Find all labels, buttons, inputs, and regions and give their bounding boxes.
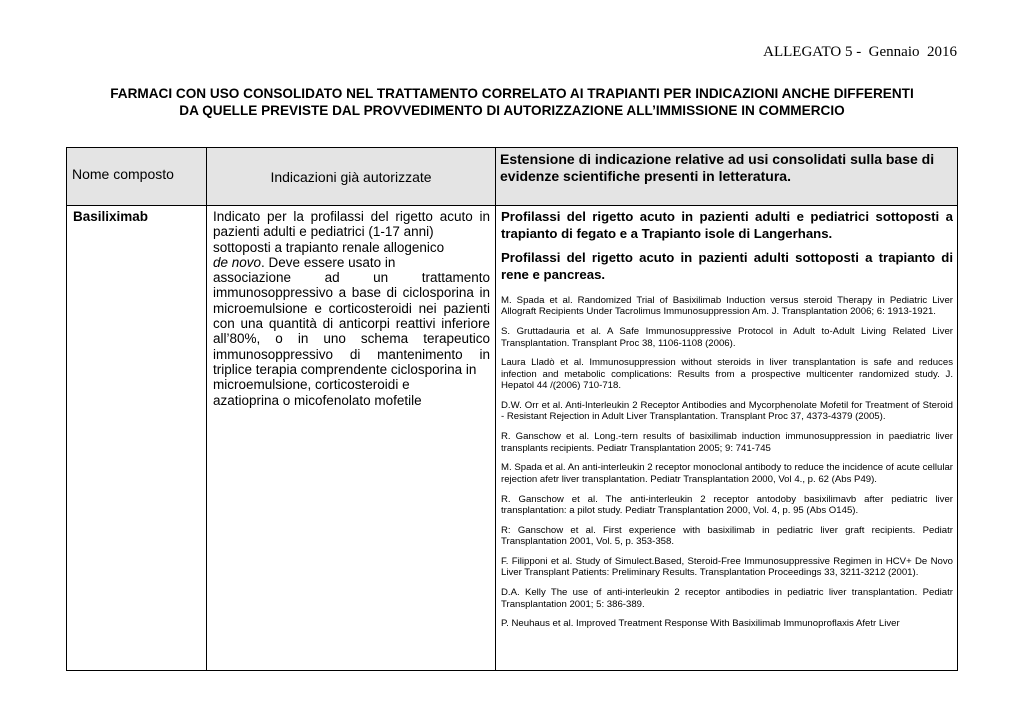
- reference-item: R. Ganschow et al. Long.-tern results of basixilimab induction immunosuppression in paediatric liver transplants recipients. Pediatr Transplantation 2005; 9: 741-745: [501, 431, 953, 454]
- title-line-1: FARMACI CON USO CONSOLIDATO NEL TRATTAMENTO CORRELATO AI TRAPIANTI PER INDICAZIONI ANCHE DIFFERENTI: [110, 86, 914, 101]
- indication-line: pazienti adulti e pediatrici (1-17 anni): [213, 224, 434, 240]
- indication-line: triplice terapia comprendente ciclosporina in: [213, 361, 477, 377]
- table-row: [67, 206, 958, 671]
- extension-content: [501, 209, 953, 668]
- allegato-label: ALLEGATO 5 - Gennaio 2016: [763, 44, 957, 60]
- reference-item: P. Neuhaus et al. Improved Treatment Response With Basixilimab Immunoproflaxis Afetr Liver: [501, 618, 900, 630]
- drug-name: Basiliximab: [67, 206, 207, 671]
- reference-item: S. Gruttadauria et al. A Safe Immunosuppressive Protocol in Adult to-Adult Living Related Liver Transplantation. Transplant Proc 38, 1106-1108 (2006).: [501, 326, 953, 349]
- reference-list: [501, 295, 953, 630]
- extension-cell: [496, 206, 958, 671]
- indication-line: con una quantità di anticorpi reattivi inferiore: [213, 316, 490, 332]
- reference-item: M. Spada et al. Randomized Trial of Basixilimab Induction versus steroid Therapy in Pediatric Liver Allograft Recipients Under Tacrolimus Immunosuppression Am. J. Transplantation 2006; 6: 1913-1921.: [501, 295, 953, 318]
- indication-line: azatioprina o micofenolato mofetile: [213, 392, 422, 408]
- title-line-2: DA QUELLE PREVISTE DAL PROVVEDIMENTO DI AUTORIZZAZIONE ALL’IMMISSIONE IN COMMERCIO: [179, 103, 845, 118]
- indication-text: . Deve essere usato in: [261, 254, 396, 270]
- table-header-row: [67, 148, 958, 206]
- indication-line: immunosoppressivo di mantenimento in: [213, 346, 490, 362]
- indication-line: immunosoppressivo a base di ciclosporina in: [213, 285, 490, 301]
- drug-table: [66, 147, 958, 671]
- reference-item: F. Filipponi et al. Study of Simulect.Based, Steroid-Free Immunosuppressive Regimen in HCV+ De Novo Liver Transplant Patients: Preliminary Results. Transplantation Proceedings 33, 3211-3212 (2001).: [501, 556, 953, 579]
- reference-item: D.W. Orr et al. Anti-Interleukin 2 Receptor Antibodies and Mycorphenolate Mofetil for Treatment of Steroid - Resistant Rejection in Adult Liver Transplantation. Transplant Proc 37, 4373-4379 (2005).: [501, 400, 953, 423]
- reference-item: M. Spada et al. An anti-interleukin 2 receptor monoclonal antibody to reduce the incidence of acute cellular rejection afetr liver transplantation. Pediatr Transplantation 2000, Vol 4., p. 62 (Abs P49).: [501, 462, 953, 485]
- indication-line: microemulsione e corticosteroidi nei pazienti: [213, 300, 490, 316]
- indication-line: [213, 255, 490, 270]
- reference-item: Laura Lladò et al. Immunosuppression without steroids in liver transplantation is safe and reduces infection and metabolic complications: Results from a prospective multicenter randomized study. J. Hepatol 44 /(2006) 710-718.: [501, 357, 953, 392]
- indication-line: microemulsione, corticosteroidi e: [213, 377, 410, 393]
- indication-line: associazione ad un trattamento: [213, 270, 490, 286]
- indication-line: sottoposti a trapianto renale allogenico: [213, 239, 445, 255]
- indication-italic: de novo: [213, 254, 262, 270]
- document-title: [60, 85, 964, 119]
- indication-line: all’80%, o in uno schema terapeutico: [213, 331, 490, 347]
- indication-cell: [207, 206, 496, 671]
- indication-line: Indicato per la profilassi del rigetto acuto in: [213, 209, 490, 224]
- reference-item: R. Ganschow et al. The anti-interleukin 2 receptor antodoby basixilimavb after pediatric liver transplantation: a pilot study. Pediatr Transplantation 2000, Vol. 4, p. 95 (Abs O145).: [501, 493, 953, 517]
- extension-indication-2: Profilassi del rigetto acuto in pazienti adulti sottoposti a trapianto di rene e pancreas.: [501, 250, 953, 282]
- reference-item: R: Ganschow et al. First experience with basixilimab in pediatric liver graft recipients. Pediatr Transplantation 2001, Vol. 5, p. 353-358.: [501, 524, 953, 548]
- reference-item: D.A. Kelly The use of anti-interleukin 2 receptor antibodies in pediatric liver transplantation. Pediatr Transplantation 2001; 5: 386-389.: [501, 587, 953, 610]
- extension-indication-1: Profilassi del rigetto acuto in pazienti adulti e pediatrici sottoposti a trapianto di fegato e a Trapianto isole di Langerhans.: [501, 209, 953, 241]
- header-estensione-indicazione: Estensione di indicazione relative ad usi consolidati sulla base di evidenze scientifiche presenti in letteratura.: [496, 148, 958, 206]
- header-nome-composto: Nome composto: [67, 148, 207, 206]
- header-indicazioni-autorizzate: Indicazioni già autorizzate: [207, 148, 496, 206]
